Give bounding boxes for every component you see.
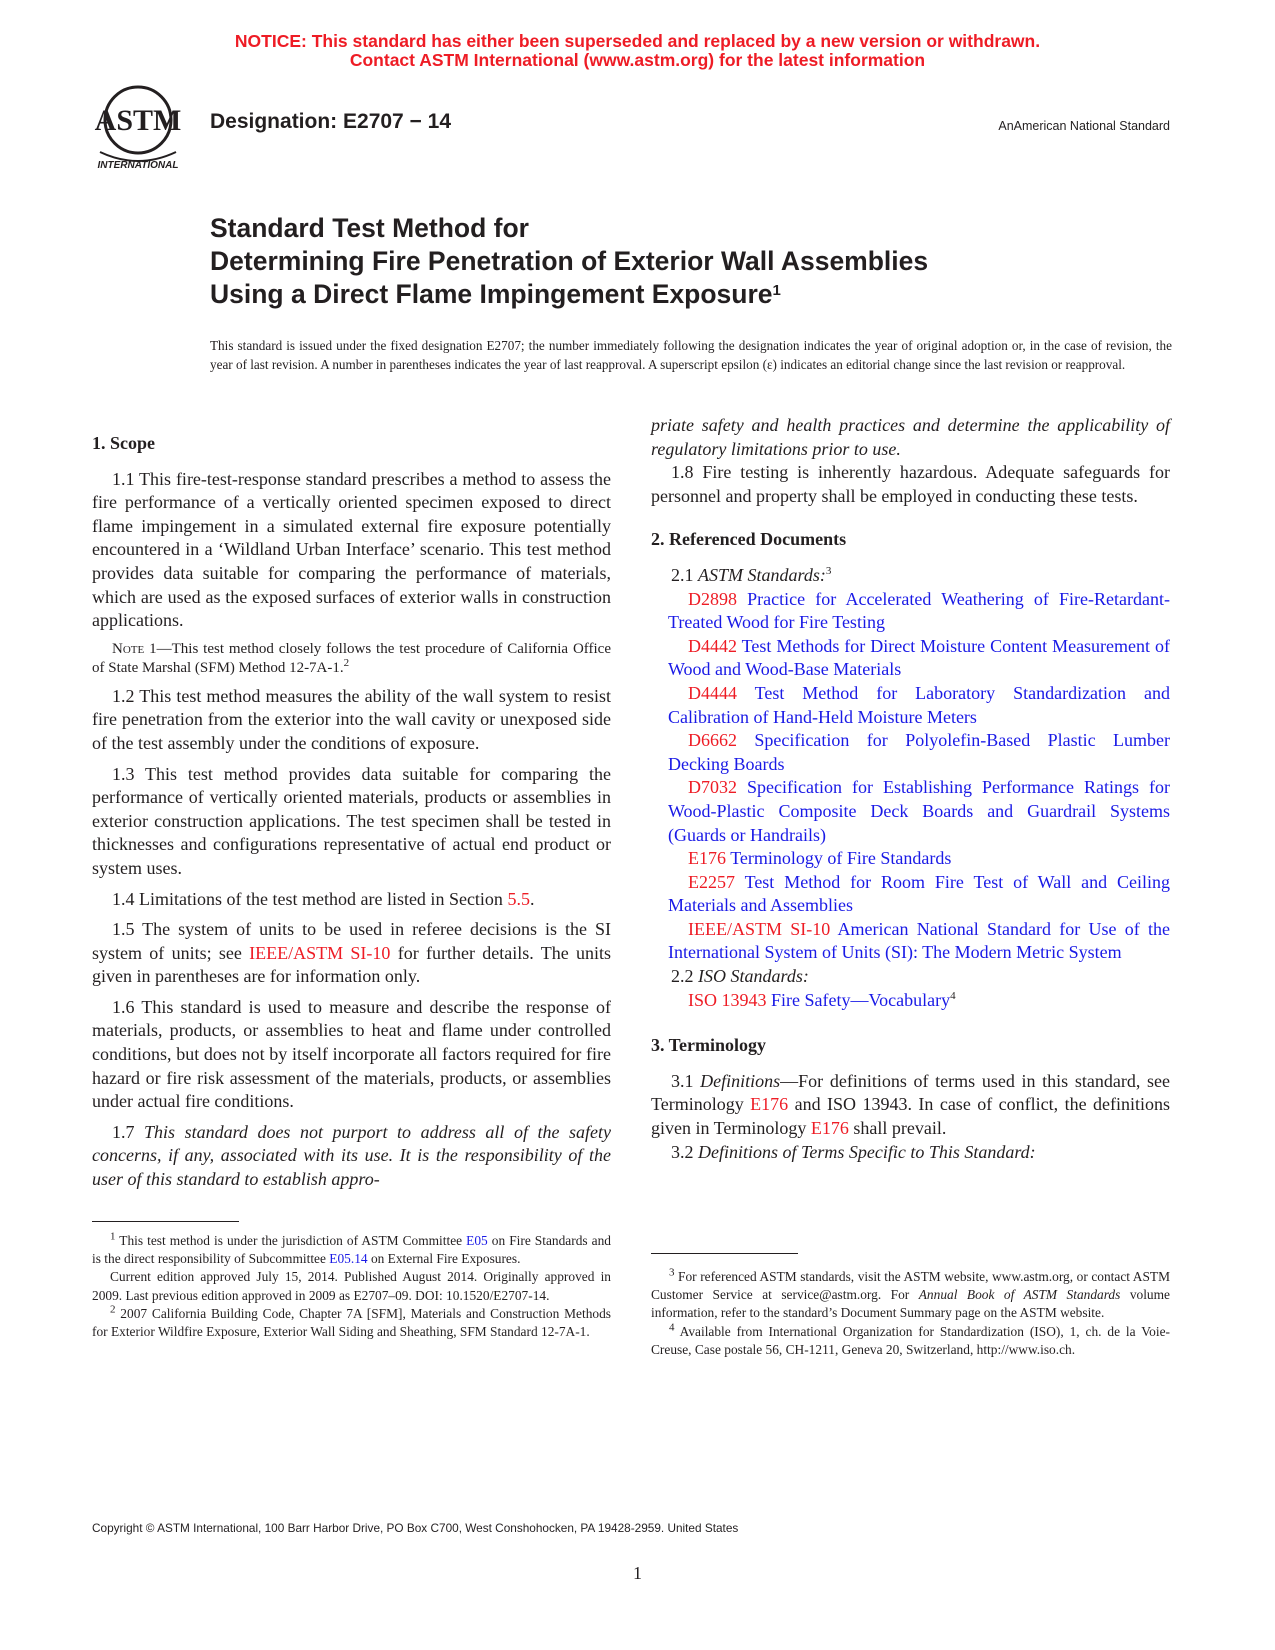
notice-line-1: NOTICE: This standard has either been superseded and replaced by a new version or withdrawn. bbox=[234, 31, 1041, 51]
title-line-2: Determining Fire Penetration of Exterior Wall Assemblies bbox=[210, 246, 929, 276]
paragraph-1-3: 1.3 This test method provides data suitable for comparing the performance of vertically oriented materials, products or assemblies in exterior construction applications. The test specimen shall be tested in thicknesses and configurations representative of actual end product or system uses. bbox=[92, 763, 611, 878]
title-line-1: Standard Test Method for bbox=[210, 213, 529, 243]
iso-standards-label: 2.2 ISO Standards: bbox=[671, 966, 809, 987]
e05-14-link[interactable]: E05.14 bbox=[329, 1251, 368, 1267]
title-line-3: Using a Direct Flame Impingement Exposure bbox=[210, 279, 773, 309]
page-number: 1 bbox=[633, 1563, 642, 1583]
note-footnote-mark: 2 bbox=[343, 656, 350, 669]
note-label: Note 1 bbox=[112, 640, 157, 657]
section-heading-scope: 1. Scope bbox=[92, 433, 155, 453]
astm-standards-label: 2.1 ASTM Standards:$^3$ bbox=[671, 564, 832, 585]
paragraph-3-1: 3.1 Definitions—For definitions of terms used in this standard, see Terminology E176 and ISO 13943. In case of conflict, the definitions given in Terminology E176 shall prevail. bbox=[651, 1070, 1170, 1139]
left-column bbox=[92, 432, 611, 1192]
paragraph-1-7: 1.7 This standard does not purport to address all of the safety concerns, if any, associated with its use. It is the responsibility of the user of this standard to establish appro- bbox=[92, 1121, 611, 1190]
paragraph-1-7-continued: priate safety and health practices and determine the applicability of regulatory limitations prior to use. bbox=[651, 415, 1170, 459]
footnote-4: $^4$ Available from International Organization for Standardization (ISO), 1, ch. de la Voie-Creuse, Case postale 56, CH-1211, Geneva 20, Switzerland, http://www.iso.ch. bbox=[651, 1321, 1170, 1357]
footnote-2: $^2$ 2007 California Building Code, Chapter 7A [SFM], Materials and Construction Methods for Exterior Wildfire Exposure, Exterior Wall Siding and Sheathing, SFM Standard 12-7A-1. bbox=[92, 1303, 611, 1340]
logo-text: ASTM bbox=[94, 104, 182, 137]
astm-logo bbox=[92, 80, 192, 180]
footnotes-left bbox=[92, 1232, 611, 1341]
reference-item[interactable]: D6662 Specification for Polyolefin-Based Plastic Lumber Decking Boards bbox=[668, 730, 1170, 774]
american-national-standard: AnAmerican National Standard bbox=[998, 119, 1170, 133]
astm-logo-mark bbox=[92, 80, 192, 180]
footnotes-right bbox=[651, 1268, 1170, 1359]
designation: Designation: E2707 − 14 bbox=[210, 110, 452, 133]
withdrawal-notice bbox=[0, 32, 1275, 70]
issuance-statement: This standard is issued under the fixed designation E2707; the number immediately following the designation indicates the year of original adoption or, in the case of revision, the year of last revision. A number in parentheses indicates the year of last reapproval. A superscript epsilon (ε) indicates an editorial change since the last revision or reapproval. bbox=[210, 338, 1172, 372]
reference-item[interactable]: D7032 Specification for Establishing Performance Ratings for Wood-Plastic Composite Deck Boards and Guardrail Systems (Guards or Handrails) bbox=[668, 777, 1170, 845]
footnote-1: $^1$ This test method is under the jurisdiction of ASTM Committee E05 on Fire Standards and is the direct responsibility of Subcommittee E05.14 on External Fire Exposures. bbox=[92, 1230, 611, 1267]
reference-item[interactable]: IEEE/ASTM SI-10 American National Standard for Use of the International System of Units (SI): The Modern Metric System bbox=[668, 918, 1170, 963]
document-title bbox=[210, 212, 1190, 311]
note-1 bbox=[92, 640, 611, 678]
note-text: —This test method closely follows the test procedure of California Office of State Marshal (SFM) Method 12-7A-1. bbox=[92, 640, 611, 676]
copyright: Copyright © ASTM International, 100 Barr Harbor Drive, PO Box C700, West Conshohocken, PA 19428-2959. United States bbox=[92, 1521, 739, 1535]
reference-item[interactable]: D4444 Test Method for Laboratory Standardization and Calibration of Hand-Held Moisture Meters bbox=[668, 682, 1170, 727]
reference-item[interactable]: E2257 Test Method for Room Fire Test of Wall and Ceiling Materials and Assemblies bbox=[668, 871, 1170, 916]
e176-link[interactable]: E176 bbox=[750, 1094, 789, 1115]
paragraph-1-2: 1.2 This test method measures the ability of the wall system to resist fire penetration from the exterior into the wall cavity or unexposed side of the test assembly under the conditions of exposure. bbox=[92, 685, 611, 753]
footnote-3: $^3$ For referenced ASTM standards, visit the ASTM website, www.astm.org, or contact ASTM Customer Service at service@astm.org. For Annual Book of ASTM Standards volume information, refer to the standard’s Document Summary page on the ASTM website. bbox=[651, 1266, 1170, 1321]
paragraph-1-4: 1.4 Limitations of the test method are listed in Section 5.5. bbox=[112, 888, 535, 909]
reference-list bbox=[651, 588, 1170, 966]
reference-item[interactable]: D2898 Practice for Accelerated Weathering of Fire-Retardant-Treated Wood for Fire Testing bbox=[668, 588, 1171, 633]
paragraph-1-7-italic: This standard does not purport to address all of the safety concerns, if any, associated with its use. It is the responsibility of the user of this standard to establish appro- bbox=[92, 1121, 611, 1190]
section-heading-referenced: 2. Referenced Documents bbox=[651, 529, 847, 550]
paragraph-3-2: 3.2 Definitions of Terms Specific to This Standard: bbox=[671, 1141, 1036, 1162]
e176-link[interactable]: E176 bbox=[810, 1118, 849, 1139]
footnote-1-edition: Current edition approved July 15, 2014. Published August 2014. Originally approved in 2009. Last previous edition approved in 2009 as E2707–09. DOI: 10.1520/E2707-14. bbox=[92, 1269, 611, 1303]
footnote-rule-left bbox=[92, 1221, 239, 1222]
notice-line-2: Contact ASTM International (www.astm.org) for the latest information bbox=[349, 50, 926, 70]
paragraph-1-5: 1.5 The system of units to be used in referee decisions is the SI system of units; see IEEE/ASTM SI-10 for further details. The units given in parentheses are for information only. bbox=[92, 919, 611, 987]
logo-subtext: INTERNATIONAL bbox=[97, 160, 179, 171]
section-5-5-link[interactable]: 5.5 bbox=[507, 888, 530, 909]
e05-link[interactable]: E05 bbox=[466, 1233, 488, 1248]
ieee-si10-link[interactable]: IEEE/ASTM SI-10 bbox=[249, 942, 391, 963]
title-footnote-mark: 1 bbox=[772, 282, 781, 299]
section-heading-terminology: 3. Terminology bbox=[651, 1035, 767, 1056]
paragraph-1-8: 1.8 Fire testing is inherently hazardous. Adequate safeguards for personnel and property shall be employed in conducting these tests. bbox=[651, 462, 1170, 506]
right-column bbox=[651, 414, 1170, 1164]
reference-item[interactable]: E176 Terminology of Fire Standards bbox=[688, 848, 952, 869]
footnote-rule-right bbox=[651, 1253, 798, 1254]
paragraph-1-6: 1.6 This standard is used to measure and describe the response of materials, products, or assemblies to heat and flame under controlled conditions, but does not by itself incorporate all factors required for fire hazard or fire risk assessment of the materials, products, or assemblies under actual fire conditions. bbox=[92, 996, 611, 1112]
paragraph-1-1: 1.1 This fire-test-response standard prescribes a method to assess the fire performance of a vertically oriented specimen exposed to direct flame impingement in a simulated external fire exposure potentially encountered in a ‘Wildland Urban Interface’ scenario. This test method provides data suitable for comparing the performance of materials, which are used as the exposed surfaces of exterior walls in construction applications. bbox=[92, 468, 611, 631]
reference-item[interactable]: D4442 Test Methods for Direct Moisture Content Measurement of Wood and Wood-Base Materials bbox=[668, 635, 1170, 680]
iso-reference-item[interactable]: ISO 13943 Fire Safety—Vocabulary$^4$ bbox=[688, 989, 956, 1010]
